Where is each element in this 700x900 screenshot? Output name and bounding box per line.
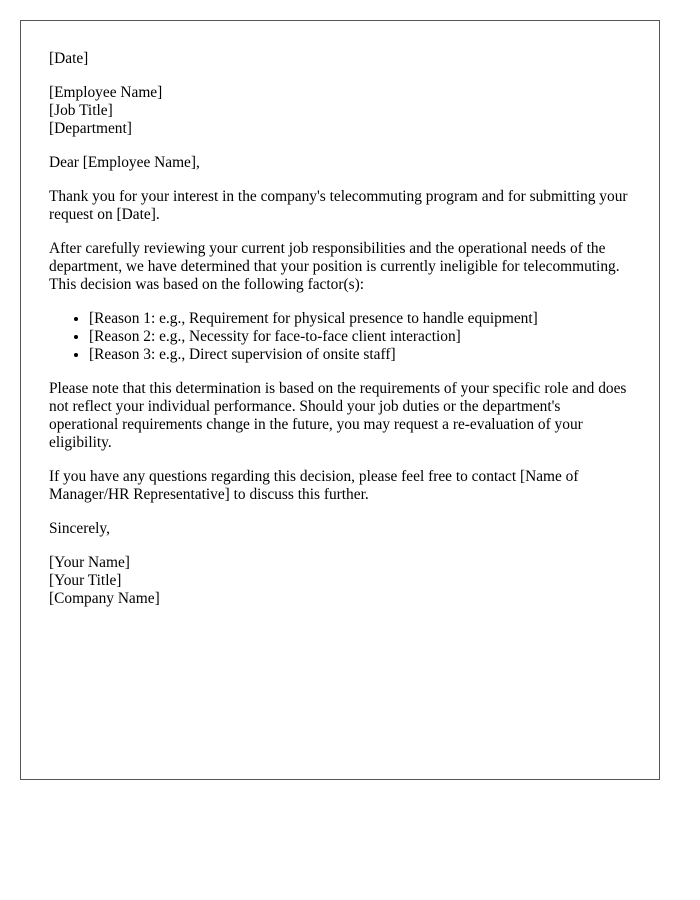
note-paragraph: Please note that this determination is based on the requirements of your specific role and does not reflect your individual performance. Should your job duties or the department's operational requirements change in the future, you may request a re-evaluation of your eligibility. [49,380,627,451]
signoff: Sincerely, [49,520,110,537]
sender-company: [Company Name] [49,590,160,607]
recipient-block [49,84,631,138]
sender-block [49,554,631,608]
contact-paragraph: If you have any questions regarding this decision, please feel free to contact [Name of Manager/HR Representative] to discuss this further. [49,468,579,503]
salutation: Dear [Employee Name], [49,154,200,171]
sender-name: [Your Name] [49,554,130,571]
recipient-name: [Employee Name] [49,84,163,101]
list-item: • [Reason 3: e.g., Direct supervision of onsite staff] [89,346,631,364]
decision-paragraph: After carefully reviewing your current job responsibilities and the operational needs of the department, we have determined that your position is currently ineligible for telecommuting. This decision was based on the following factor(s): [49,240,620,293]
letter-page [20,20,660,780]
intro-paragraph: Thank you for your interest in the company's telecommuting program and for submitting your request on [Date]. [49,188,628,223]
reasons-list [49,310,631,364]
letter-date [49,50,631,68]
sender-title: [Your Title] [49,572,122,589]
list-item: • [Reason 1: e.g., Requirement for physical presence to handle equipment] [89,310,631,328]
list-item: • [Reason 2: e.g., Necessity for face-to-face client interaction] [89,328,631,346]
date-text: [Date] [49,50,89,67]
recipient-title: [Job Title] [49,102,113,119]
recipient-department: [Department] [49,120,132,137]
